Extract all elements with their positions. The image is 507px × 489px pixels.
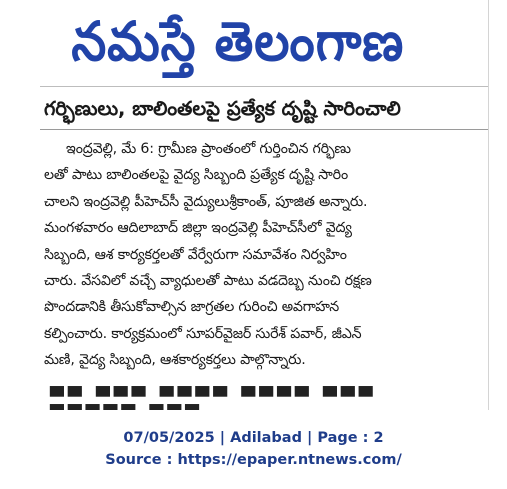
source-link[interactable]: Source : https://epaper.ntnews.com/ xyxy=(105,452,402,468)
column-divider xyxy=(488,0,489,410)
article-line: కల్పించారు. కార్యక్రమంలో సూపర్‌వైజర్ సురేశ్ పవార్, జీఎన్ xyxy=(44,325,362,342)
masthead-divider xyxy=(40,86,488,87)
headline-divider xyxy=(40,129,488,130)
truncated-next-headline xyxy=(50,387,380,408)
article-line: ఇంద్రవెల్లి, మే 6: గ్రామీణ ప్రాంతంలో గుర్తించిన గర్భిణు xyxy=(66,141,351,157)
article-line: మణి, వైద్య సిబ్బంది, ఆశకార్యకర్తలు పాల్గొన్నారు. xyxy=(44,352,306,369)
article-line: చాలని ఇంద్రవెల్లి పీహెచ్‌సీ వైద్యులుశ్రీకాంత్, పూజిత అన్నారు. xyxy=(44,193,368,210)
article-line: చారు. వేసవిలో వచ్చే వ్యాధులతో పాటు వడదెబ్బ నుంచి రక్షణ xyxy=(44,273,372,290)
masthead xyxy=(0,0,507,90)
article-line: మంగళవారం ఆదిలాబాద్ జిల్లా ఇంద్రవెల్లి పీహెచ్‌సీలో వైద్య xyxy=(44,220,352,237)
article-line: సిబ్బంది, ఆశ కార్యకర్తలతో వేర్వేరుగా సమావేశం నిర్వహిం xyxy=(44,246,347,263)
article-line: పొందడానికి తీసుకోవాల్సిన జాగ్రతల గురించి అవగాహన xyxy=(44,299,339,316)
newspaper-logo: నమస్తే తెలంగాణ xyxy=(71,10,405,73)
article-headline: గర్భిణులు, బాలింతలపై ప్రత్యేక దృష్టి సారించాలి xyxy=(44,97,401,120)
truncated-text-fragment: ▀▀ ▀▀▀ ▀▀▀▀ ▀▀▀▀ ▀▀▀ xyxy=(50,387,377,408)
article-body xyxy=(44,136,484,374)
edition-info: 07/05/2025 | Adilabad | Page : 2 xyxy=(123,430,384,446)
page-footer xyxy=(0,410,507,489)
article-line: లతో పాటు బాలింతలపై వైద్య సిబ్బంది ప్రత్యేక దృష్టి సారిం xyxy=(44,167,349,184)
